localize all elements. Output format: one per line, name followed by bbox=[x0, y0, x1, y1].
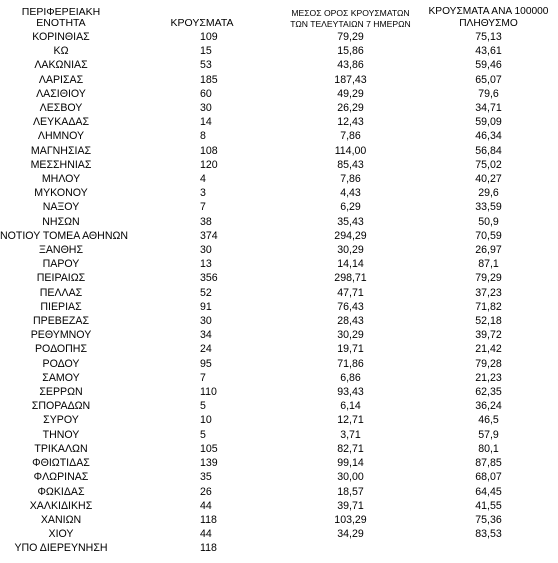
per-100000-cell: 37,23 bbox=[475, 286, 502, 299]
per-100000-cell: 34,71 bbox=[475, 102, 502, 115]
cases-cell: 7 bbox=[200, 371, 206, 384]
region-cell: ΤΗΝΟΥ bbox=[42, 428, 80, 441]
average-cell: 114,00 bbox=[334, 144, 367, 157]
region-cell: ΜΕΣΣΗΝΙΑΣ bbox=[30, 158, 92, 171]
average-cell: 6,14 bbox=[340, 400, 361, 413]
region-cell: ΜΥΚΟΝΟΥ bbox=[34, 187, 88, 200]
region-cell: ΣΕΡΡΩΝ bbox=[39, 386, 83, 399]
table-row bbox=[0, 541, 558, 555]
table-row bbox=[0, 186, 558, 200]
average-cell: 99,14 bbox=[337, 457, 364, 470]
region-cell: ΤΡΙΚΑΛΩΝ bbox=[34, 442, 88, 455]
average-cell: 298,71 bbox=[334, 272, 367, 285]
region-cell: ΝΑΞΟΥ bbox=[42, 201, 80, 214]
per-100000-cell: 36,24 bbox=[475, 400, 502, 413]
per-100000-cell: 79,29 bbox=[475, 272, 502, 285]
table-row bbox=[0, 328, 558, 342]
region-cell: ΥΠΟ ΔΙΕΡΕΥΝΗΣΗ bbox=[14, 542, 108, 555]
per-100000-cell: 56,84 bbox=[475, 144, 502, 157]
table-row bbox=[0, 73, 558, 87]
per-100000-cell: 87,85 bbox=[475, 457, 502, 470]
cases-cell: 26 bbox=[200, 485, 212, 498]
average-cell: 6,29 bbox=[340, 201, 361, 214]
per-100000-cell: 26,97 bbox=[475, 244, 502, 257]
cases-cell: 108 bbox=[200, 144, 218, 157]
cases-cell: 8 bbox=[200, 130, 206, 143]
average-cell: 76,43 bbox=[337, 300, 364, 313]
table-row bbox=[0, 399, 558, 413]
per-100000-cell: 33,59 bbox=[475, 201, 502, 214]
table-row bbox=[0, 87, 558, 101]
per-100000-cell: 40,27 bbox=[475, 173, 502, 186]
per-100000-cell: 75,02 bbox=[475, 158, 502, 171]
per-100000-cell: 57,9 bbox=[478, 428, 499, 441]
table-row bbox=[0, 200, 558, 214]
region-cell: ΚΟΡΙΝΘΙΑΣ bbox=[32, 31, 90, 43]
average-cell: 12,43 bbox=[337, 116, 364, 129]
header-cases: ΚΡΟΥΣΜΑΤΑ bbox=[170, 17, 234, 29]
average-cell bbox=[282, 541, 419, 555]
per-100000-cell: 52,18 bbox=[475, 315, 502, 328]
cases-cell: 24 bbox=[200, 343, 212, 356]
cases-cell: 91 bbox=[200, 300, 212, 313]
region-cell: ΣΥΡΟΥ bbox=[43, 414, 79, 427]
header-per-100000 bbox=[419, 6, 558, 30]
region-cell: ΧΑΝΙΩΝ bbox=[40, 513, 82, 526]
per-100000-cell: 41,55 bbox=[475, 499, 502, 512]
average-cell: 187,43 bbox=[334, 73, 367, 86]
table-row bbox=[0, 513, 558, 527]
cases-cell: 118 bbox=[200, 513, 217, 526]
region-cell: ΧΑΛΚΙΔΙΚΗΣ bbox=[29, 499, 93, 512]
region-cell: ΛΕΥΚΑΔΑΣ bbox=[32, 116, 90, 129]
table-row bbox=[0, 428, 558, 442]
per-100000-cell: 71,82 bbox=[475, 300, 502, 313]
cases-cell: 3 bbox=[200, 187, 206, 200]
cases-cell: 35 bbox=[200, 471, 212, 484]
header-avg-line1: ΜΕΣΟΣ ΟΡΟΣ ΚΡΟΥΣΜΑΤΩΝ bbox=[291, 8, 410, 18]
table-row bbox=[0, 58, 558, 72]
table-row bbox=[0, 215, 558, 229]
cases-cell: 30 bbox=[200, 102, 212, 115]
per-100000-cell: 46,5 bbox=[478, 414, 499, 427]
average-cell: 7,86 bbox=[340, 130, 361, 143]
table-row bbox=[0, 271, 558, 285]
per-100000-cell: 75,13 bbox=[475, 31, 502, 43]
average-cell: 14,14 bbox=[337, 258, 364, 271]
cases-cell: 356 bbox=[200, 272, 218, 285]
table-row bbox=[0, 442, 558, 456]
per-100000-cell: 83,53 bbox=[475, 528, 502, 541]
average-cell: 71,86 bbox=[337, 357, 364, 370]
cases-cell: 120 bbox=[200, 158, 218, 171]
region-cell: ΝΟΤΙΟΥ ΤΟΜΕΑ ΑΘΗΝΩΝ bbox=[0, 229, 129, 242]
table-row bbox=[0, 44, 558, 58]
average-cell: 15,86 bbox=[337, 45, 364, 58]
region-cell: ΛΑΣΙΘΙΟΥ bbox=[36, 87, 86, 100]
per-100000-cell: 70,59 bbox=[475, 229, 502, 242]
region-cell: ΡΕΘΥΜΝΟΥ bbox=[30, 329, 92, 342]
average-cell: 49,29 bbox=[337, 87, 364, 100]
cases-cell: 13 bbox=[200, 258, 212, 271]
cases-cell: 44 bbox=[200, 528, 212, 541]
cases-cell: 10 bbox=[200, 414, 212, 427]
cases-cell: 60 bbox=[200, 87, 212, 100]
per-100000-cell: 79,28 bbox=[475, 357, 502, 370]
average-cell: 6,86 bbox=[340, 371, 361, 384]
average-cell: 39,71 bbox=[337, 499, 364, 512]
header-seven-day-average bbox=[282, 6, 419, 30]
average-cell: 3,71 bbox=[340, 428, 361, 441]
table-row bbox=[0, 385, 558, 399]
table-row bbox=[0, 413, 558, 427]
region-cell: ΦΩΚΙΔΑΣ bbox=[37, 485, 85, 498]
table-row bbox=[0, 101, 558, 115]
table-row bbox=[0, 144, 558, 158]
region-cell: ΠΕΛΛΑΣ bbox=[39, 286, 83, 299]
region-cell: ΛΑΡΙΣΑΣ bbox=[38, 73, 84, 86]
average-cell: 30,29 bbox=[337, 329, 364, 342]
table-row bbox=[0, 300, 558, 314]
per-100000-cell: 80,1 bbox=[478, 442, 499, 455]
cases-cell: 30 bbox=[200, 244, 212, 257]
table-row bbox=[0, 499, 558, 513]
per-100000-cell: 46,34 bbox=[475, 130, 502, 143]
region-cell: ΛΕΣΒΟΥ bbox=[39, 102, 83, 115]
average-cell: 79,29 bbox=[337, 31, 364, 43]
table-row bbox=[0, 243, 558, 257]
header-per-line1: ΚΡΟΥΣΜΑΤΑ ΑΝΑ 100000 bbox=[428, 6, 549, 17]
table-row bbox=[0, 314, 558, 328]
table-row bbox=[0, 371, 558, 385]
table-row bbox=[0, 357, 558, 371]
region-cell: ΡΟΔΟΠΗΣ bbox=[34, 343, 88, 356]
average-cell: 7,86 bbox=[340, 173, 361, 186]
table-row bbox=[0, 172, 558, 186]
per-100000-cell: 62,35 bbox=[475, 386, 502, 399]
average-cell: 18,57 bbox=[337, 485, 364, 498]
per-100000-cell: 68,07 bbox=[475, 471, 502, 484]
per-100000-cell bbox=[419, 541, 558, 555]
cases-cell: 44 bbox=[200, 499, 212, 512]
average-cell: 294,29 bbox=[334, 229, 367, 242]
average-cell: 30,00 bbox=[337, 471, 364, 484]
cases-cell: 139 bbox=[200, 457, 218, 470]
per-100000-cell: 87,1 bbox=[478, 258, 499, 271]
cases-cell: 5 bbox=[200, 400, 206, 413]
region-cell: ΡΟΔΟΥ bbox=[42, 357, 80, 370]
region-cell: ΜΗΛΟΥ bbox=[41, 173, 81, 186]
header-per-line2: ΠΛΗΘΥΣΜΟ bbox=[459, 18, 518, 29]
table-row bbox=[0, 456, 558, 470]
cases-cell: 14 bbox=[200, 116, 212, 129]
table-body bbox=[0, 30, 558, 556]
region-cell: ΚΩ bbox=[53, 45, 69, 58]
cases-cell: 118 bbox=[200, 542, 217, 555]
cases-cell: 30 bbox=[200, 315, 212, 328]
cases-cell: 53 bbox=[200, 59, 212, 72]
average-cell: 30,29 bbox=[337, 244, 364, 257]
region-cell: ΞΑΝΘΗΣ bbox=[38, 244, 84, 257]
cases-table bbox=[0, 6, 558, 556]
cases-cell: 38 bbox=[200, 215, 212, 228]
per-100000-cell: 29,6 bbox=[478, 187, 499, 200]
average-cell: 4,43 bbox=[340, 187, 361, 200]
table-header-row bbox=[0, 6, 558, 30]
average-cell: 12,71 bbox=[337, 414, 364, 427]
per-100000-cell: 43,61 bbox=[475, 45, 502, 58]
table-row bbox=[0, 485, 558, 499]
header-region: ΠΕΡΙΦΕΡΕΙΑΚΗ ΕΝΟΤΗΤΑ bbox=[21, 6, 101, 29]
average-cell: 26,29 bbox=[337, 102, 364, 115]
cases-cell: 15 bbox=[200, 45, 212, 58]
per-100000-cell: 75,36 bbox=[475, 513, 502, 526]
average-cell: 43,86 bbox=[337, 59, 364, 72]
region-cell: ΣΑΜΟΥ bbox=[42, 371, 80, 384]
table-row bbox=[0, 115, 558, 129]
cases-cell: 185 bbox=[200, 73, 218, 86]
per-100000-cell: 21,42 bbox=[475, 343, 502, 356]
table-row bbox=[0, 129, 558, 143]
cases-cell: 5 bbox=[200, 428, 206, 441]
region-cell: ΛΑΚΩΝΙΑΣ bbox=[34, 59, 88, 72]
per-100000-cell: 59,09 bbox=[475, 116, 502, 129]
table-row bbox=[0, 342, 558, 356]
cases-cell: 109 bbox=[200, 31, 218, 43]
average-cell: 28,43 bbox=[337, 315, 364, 328]
cases-cell: 52 bbox=[200, 286, 212, 299]
table-row bbox=[0, 30, 558, 44]
average-cell: 35,43 bbox=[337, 215, 364, 228]
per-100000-cell: 79,6 bbox=[478, 87, 499, 100]
average-cell: 85,43 bbox=[337, 158, 364, 171]
table-row bbox=[0, 257, 558, 271]
table-row bbox=[0, 286, 558, 300]
cases-cell: 105 bbox=[200, 442, 218, 455]
average-cell: 19,71 bbox=[337, 343, 364, 356]
region-cell: ΦΘΙΩΤΙΔΑΣ bbox=[32, 457, 90, 470]
table-row bbox=[0, 229, 558, 243]
region-cell: ΦΛΩΡΙΝΑΣ bbox=[33, 471, 89, 484]
average-cell: 82,71 bbox=[337, 442, 364, 455]
average-cell: 34,29 bbox=[337, 528, 364, 541]
region-cell: ΧΙΟΥ bbox=[48, 528, 74, 541]
region-cell: ΠΑΡΟΥ bbox=[42, 258, 80, 271]
table-row bbox=[0, 527, 558, 541]
cases-cell: 374 bbox=[200, 229, 218, 242]
cases-cell: 34 bbox=[200, 329, 212, 342]
per-100000-cell: 59,46 bbox=[475, 59, 502, 72]
per-100000-cell: 50,9 bbox=[478, 215, 499, 228]
region-cell: ΠΕΙΡΑΙΩΣ bbox=[36, 272, 86, 285]
average-cell: 93,43 bbox=[337, 386, 364, 399]
region-cell: ΛΗΜΝΟΥ bbox=[37, 130, 85, 143]
header-avg-line2: ΤΩΝ ΤΕΛΕΥΤΑΙΩΝ 7 ΗΜΕΡΩΝ bbox=[290, 19, 411, 29]
per-100000-cell: 64,45 bbox=[475, 485, 502, 498]
average-cell: 103,29 bbox=[334, 513, 367, 526]
table-row bbox=[0, 158, 558, 172]
cases-cell: 110 bbox=[200, 386, 217, 399]
region-cell: ΣΠΟΡΑΔΩΝ bbox=[31, 400, 91, 413]
region-cell: ΜΑΓΝΗΣΙΑΣ bbox=[30, 144, 92, 157]
region-cell: ΠΡΕΒΕΖΑΣ bbox=[33, 315, 89, 328]
cases-cell: 7 bbox=[200, 201, 206, 214]
per-100000-cell: 65,07 bbox=[475, 73, 502, 86]
table-row bbox=[0, 470, 558, 484]
per-100000-cell: 21,23 bbox=[475, 371, 502, 384]
region-cell: ΝΗΣΩΝ bbox=[42, 215, 80, 228]
average-cell: 47,71 bbox=[337, 286, 364, 299]
cases-cell: 4 bbox=[200, 173, 206, 186]
region-cell: ΠΙΕΡΙΑΣ bbox=[40, 300, 82, 313]
per-100000-cell: 39,72 bbox=[475, 329, 502, 342]
cases-cell: 95 bbox=[200, 357, 212, 370]
